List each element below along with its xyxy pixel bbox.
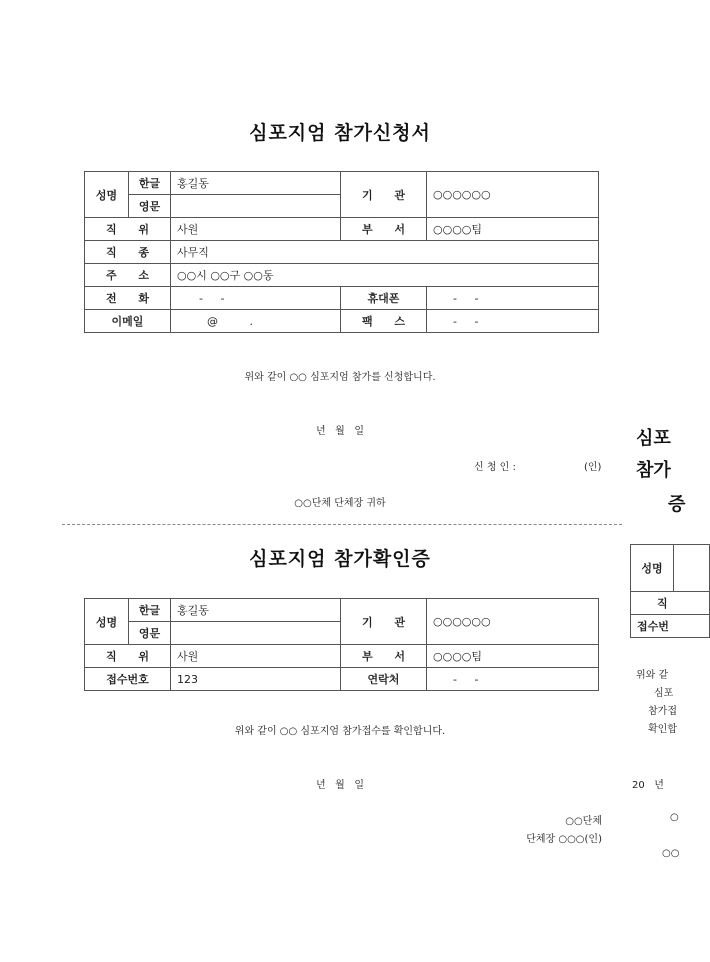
position-label: 직 위 [85,218,171,241]
mobile-label: 휴대폰 [341,287,427,310]
dept-label: 부 서 [341,218,427,241]
confirmation-date: 년 월 일 [315,780,365,791]
conf-hangul-label: 한글 [129,599,171,622]
org-value[interactable]: ○○○○○○ [427,172,599,218]
confirmation-table [84,598,599,691]
conf-contact-value[interactable]: - - [427,668,599,691]
address-value[interactable]: ○○시 ○○구 ○○동 [171,264,599,287]
side-date: 20 년 [632,780,664,791]
confirmation-title: 심포지엄 참가확인증 [249,548,431,570]
conf-hangul-value[interactable]: 홍길동 [171,599,341,622]
hangul-value[interactable]: 홍길동 [171,172,341,195]
name-label: 성명 [85,172,129,218]
conf-org-label: 기 관 [341,599,427,645]
side-position-label: 직 [631,592,710,615]
job-label: 직 종 [85,241,171,264]
side-title-line3: 증 [668,494,686,515]
side-text-line3: 참가접 [648,706,677,717]
application-title: 심포지엄 참가신청서 [249,122,431,144]
applicant-seal: (인) [584,462,602,473]
english-label: 영문 [129,195,171,218]
side-card-clip [622,420,686,890]
side-text-line4: 확인합 [648,724,677,735]
conf-receipt-label: 접수번호 [85,668,171,691]
english-value[interactable] [171,195,341,218]
address-label: 주 소 [85,264,171,287]
application-statement: 위와 같이 ○○ 심포지엄 참가를 신청합니다. [244,372,436,383]
phone-label: 전 화 [85,287,171,310]
conf-dept-label: 부 서 [341,645,427,668]
position-value[interactable]: 사원 [171,218,341,241]
conf-english-label: 영문 [129,622,171,645]
conf-position-label: 직 위 [85,645,171,668]
application-table [84,171,599,333]
application-recipient: ○○단체 단체장 귀하 [294,498,386,509]
fax-label: 팩 스 [341,310,427,333]
email-label: 이메일 [85,310,171,333]
hangul-label: 한글 [129,172,171,195]
side-title-line2: 참가 [636,460,671,481]
dept-value[interactable]: ○○○○팀 [427,218,599,241]
org-label: 기 관 [341,172,427,218]
conf-position-value[interactable]: 사원 [171,645,341,668]
phone-value[interactable]: - - [171,287,341,310]
side-receipt-label: 접수번 [631,615,710,638]
confirmation-head-sign: 단체장 ○○○(인) [526,834,602,845]
conf-contact-label: 연락처 [341,668,427,691]
side-text-line1: 위와 같 [636,670,669,681]
applicant-label: 신 청 인 : [474,462,516,473]
job-value[interactable]: 사무직 [171,241,599,264]
fax-value[interactable]: - - [427,310,599,333]
conf-receipt-value[interactable]: 123 [171,668,341,691]
side-sign-line2: ○○ [662,848,680,859]
side-name-label: 성명 [631,545,674,592]
mobile-value[interactable]: - - [427,287,599,310]
email-value[interactable]: @ . [171,310,341,333]
conf-name-label: 성명 [85,599,129,645]
application-date: 년 월 일 [315,426,365,437]
conf-org-value[interactable]: ○○○○○○ [427,599,599,645]
side-title-line1: 심포 [636,428,671,449]
cut-line [62,524,622,525]
confirmation-org-sign: ○○단체 [565,816,602,827]
conf-english-value[interactable] [171,622,341,645]
confirmation-statement: 위와 같이 ○○ 심포지엄 참가접수를 확인합니다. [234,726,446,737]
side-text-line2: 심포 [654,688,674,699]
conf-dept-value[interactable]: ○○○○팀 [427,645,599,668]
side-sign-line1: ○ [670,812,679,823]
side-table [630,544,710,638]
